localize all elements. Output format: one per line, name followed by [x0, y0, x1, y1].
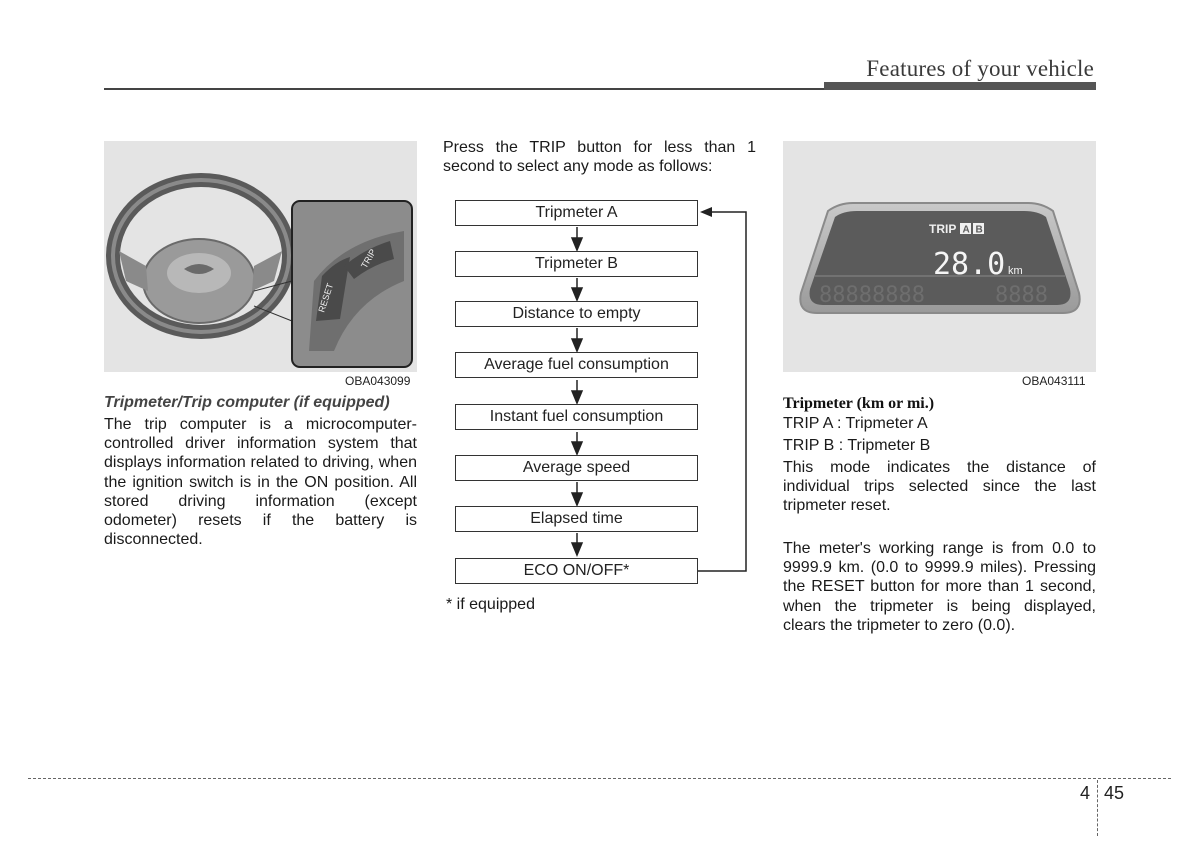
flow-step-tripmeter-a: Tripmeter A	[455, 200, 698, 226]
header-rule-bold	[824, 82, 1096, 90]
svg-text:TRIP: TRIP	[359, 247, 378, 270]
svg-text:88888888: 88888888	[819, 283, 925, 308]
trip-computer-description: The trip computer is a microcomputer-controlled driver information system that displays information related to driving, when the ignition switch is in the ON position. All stored driving information (except odometer) resets if the battery is disconnected.	[104, 416, 417, 549]
steering-wheel-illustration	[104, 141, 417, 372]
footer-divider	[1097, 780, 1098, 836]
page-number: 45	[1104, 783, 1125, 803]
cluster-display-illustration	[783, 141, 1096, 372]
svg-text:RESET: RESET	[316, 281, 336, 314]
flow-step-elapsed-time: Elapsed time	[455, 506, 698, 532]
steering-wheel-icon	[104, 141, 417, 372]
footer-rule	[28, 778, 1171, 779]
flow-step-eco: ECO ON/OFF*	[455, 558, 698, 584]
flow-step-average-speed: Average speed	[455, 455, 698, 481]
lcd-display-icon	[783, 141, 1096, 372]
trip-b-label: TRIP B : Tripmeter B	[783, 437, 931, 454]
trip-a-label: TRIP A : Tripmeter A	[783, 415, 928, 432]
image-code-steering: OBA043099	[345, 374, 411, 388]
flow-intro-text: Press the TRIP button for less than 1 second to select any mode as follows:	[443, 139, 756, 176]
svg-text:A: A	[962, 224, 970, 236]
header-rule	[104, 88, 824, 90]
flow-step-average-fuel: Average fuel consumption	[455, 352, 698, 378]
flow-step-tripmeter-b: Tripmeter B	[455, 251, 698, 277]
svg-text:8888: 8888	[995, 283, 1048, 308]
image-code-display: OBA043111	[1022, 374, 1086, 388]
svg-text:28.0: 28.0	[933, 247, 1006, 282]
chapter-number: 4	[1080, 783, 1091, 803]
svg-text:TRIP: TRIP	[929, 222, 957, 236]
flow-footnote: * if equipped	[446, 596, 535, 613]
page-header-title: Features of your vehicle	[866, 56, 1094, 81]
flow-step-instant-fuel: Instant fuel consumption	[455, 404, 698, 430]
tripmeter-description: This mode indicates the distance of individual trips selected since the last tripmeter reset.	[783, 459, 1096, 515]
flow-step-distance-to-empty: Distance to empty	[455, 301, 698, 327]
tripmeter-heading: Tripmeter (km or mi.)	[783, 395, 935, 412]
svg-text:km: km	[1008, 265, 1023, 277]
tripmeter-range-description: The meter's working range is from 0.0 to 9999.9 km. (0.0 to 9999.9 miles). Pressing the RESET button for more than 1 second, when the tripmeter is being displayed, clears the tripmeter to zero (0.0).	[783, 540, 1096, 634]
svg-text:B: B	[975, 224, 983, 236]
section-title: Tripmeter/Trip computer (if equipped)	[104, 394, 390, 411]
